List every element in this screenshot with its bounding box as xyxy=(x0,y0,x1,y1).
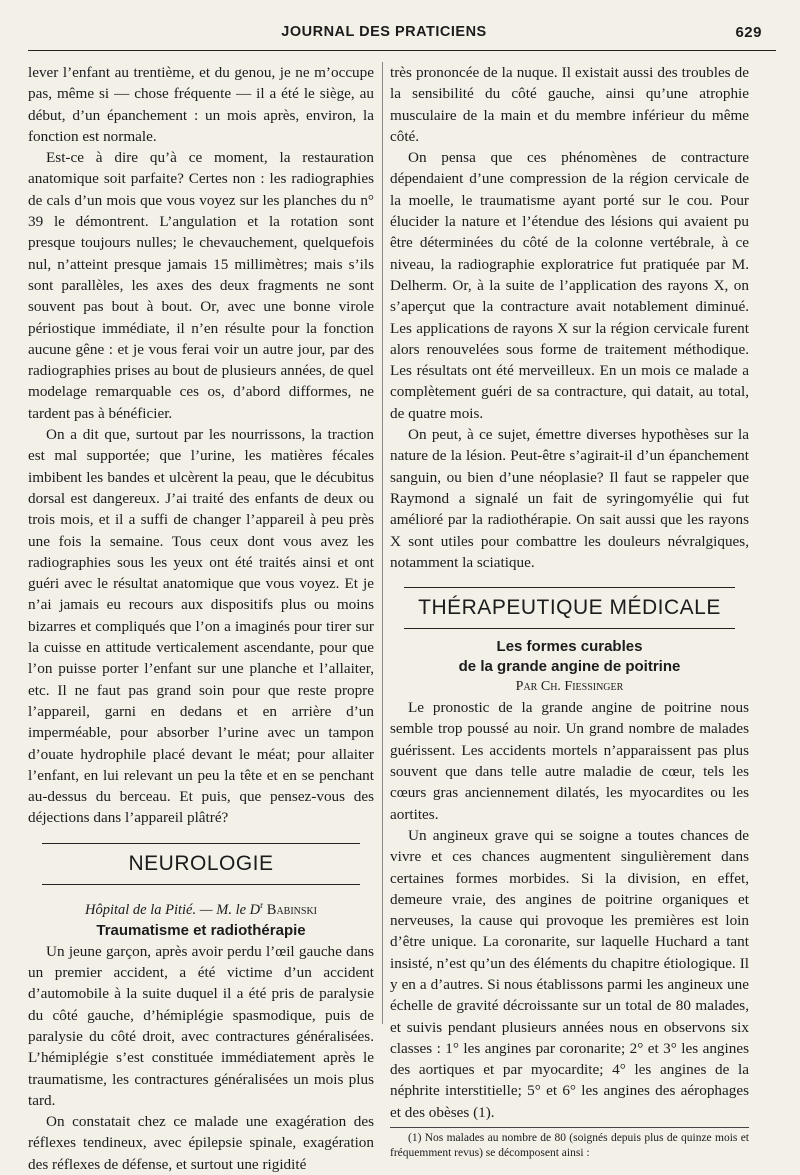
article-title-line-1: Les formes curables xyxy=(496,638,643,656)
section-rule-top xyxy=(42,843,360,844)
section-heading-neurologie xyxy=(28,839,374,887)
paragraph: On a dit que, surtout par les nourrissons, la traction est mal supportée; que l’urine, les matières fécales imbibent les bandes et ulcèrent la peau, que le décubitus dorsal est dangereux. J’ai traité des enfants de deux ou trois mois, et il a suffi de changer l’appareil à peu près une fois la semaine. Tous ceux dont vous avez les radiographies sous les yeux ont été traités ainsi et ont guéri avec le résultat anatomique que vous voyez. Et je n’ai jamais eu recours aux dispositifs plus ou moins bizarres et compliqués que l’on a imaginés pour tirer sur la cuisse en attitude verticalement ascendante, pour que l’on puisse porter l’enfant sur une planche et l’allaiter, etc. Il ne faut pas grand soin pour que reste propre l’appareil, garni en dedans et en arrière d’un imperméable, pour absorber l’urine avec un tampon d’ouate hydrophile placé devant le méat; pour allaiter l’enfant, en lui relevant un peu la tête et en se penchant au-dessus du berceau. Et puis, que pensez-vous des déjections dans l’appareil plâtré? xyxy=(28,426,374,827)
paragraph: Un angineux grave qui se soigne a toutes chances de vivre et ces chances augmentent singulièrement dans certaines formes morbides. Si la division, en effet, demeure vraie, des angines de poitrine organiques et nerveuses, la cause qui provoque les premières est loin d’être unique. La coronarite, sur laquelle Huchard a tant insisté, n’est qu’un des éléments du chapitre étiologique. Il y en a d’autres. Si nous établissons parmi les angineux une échelle de gravité décroissante sur un total de 80 malades, et suivis pendant plusieurs années nous en observons six classes : 1° les angines par coronarite; 2° et 3° les angines des aortiques et par myocardite; 4° les angines de la néphrite interstitielle; 5° et 6° les angines des aérophages et des obèses (1). xyxy=(390,826,749,1121)
paragraph: Est-ce à dire qu’à ce moment, la restauration anatomique soit parfaite? Certes non : les radiographies de cals d’un mois que vous voyez sur les planches du n° 39 le démontrent. L’angulation et la rotation sont presque toujours nulles; le chevauchement, quelquefois nul, n’atteint presque jamais 15 millimètres; mais s’ils sont parallèles, les axes des deux fragments ne sont souvent pas bout à bout. Or, avec une bonne virole périostique immédiate, il n’en résulte pour la fonction aucune gêne : et je vous ferai voir un autre jour, par des radiographies prises au bout de plusieurs années, de quel modelage remarquable ces os, d’abord difformes, ne tardent pas à bénéficier. xyxy=(28,149,374,422)
footnote: (1) Nos malades au nombre de 80 (soignés depuis plus de quinze mois et fréquemment revus) se décomposent ainsi : xyxy=(390,1132,749,1160)
doctor-name: Babinski xyxy=(263,901,318,918)
paragraph: lever l’enfant au trentième, et du genou, je ne m’occupe pas, même si — chose fréquente — il a été le siège, au début, d’un épanchement : un mois après, environ, la fonction est normale. xyxy=(28,64,374,145)
article-title: Traumatisme et radiothérapie xyxy=(96,921,306,939)
hospital-text: Hôpital de la Pitié. — M. le D xyxy=(84,901,261,918)
right-column xyxy=(390,62,749,1161)
article-title-line-2: de la grande angine de poitrine xyxy=(458,658,681,676)
footnote-rule xyxy=(390,1127,749,1128)
paragraph: On pensa que ces phénomènes de contracture dépendaient d’une compression de la région cervicale de la moelle, le traumatisme ayant porté sur le cou. Pour élucider la nature et l’étendue des lésions qui avaient pu être déterminées du côté de la colonne vertébrale, à ce niveau, la radiographie exploratrice fut pratiquée par M. Delherm. Or, à la suite de l’application des rayons X, on s’aperçut que la contracture avait notablement diminué. Les applications de rayons X sur la région cervicale furent alors renouvelées sous forme de traitement méthodique. Les résultats ont été merveilleux. En un mois ce malade a complètement guéri de sa contracture, qui datait, au total, de quatre mois. xyxy=(390,149,749,422)
section-rule-top xyxy=(404,587,734,588)
paragraph: Le pronostic de la grande angine de poitrine nous semble trop poussé au noir. Un grand nombre de malades guérissent. Les accidents mortels n’apparaissent pas plus souvent que dans telle autre maladie de cœur, tels les cœurs gras anciennement dilatés, les myocardites ou les aortites. xyxy=(390,699,749,823)
section-rule-bottom xyxy=(404,628,734,629)
section-title: NEUROLOGIE xyxy=(128,851,274,875)
section-rule-bottom xyxy=(42,884,360,885)
paragraph: On constatait chez ce malade une exagération des réflexes tendineux, avec épilepsie spinale, exagération des réflexes de défense, et surtout une rigidité xyxy=(28,1113,374,1173)
header-rule xyxy=(28,50,776,51)
section-title: THÉRAPEUTIQUE MÉDICALE xyxy=(418,596,721,620)
page-number: 629 xyxy=(735,24,762,41)
running-header xyxy=(28,22,762,46)
column-divider xyxy=(382,62,383,1024)
journal-title: JOURNAL DES PRATICIENS xyxy=(281,24,487,40)
paragraph: très prononcée de la nuque. Il existait aussi des troubles de la sensibilité du côté gauche, ainsi qu’une atrophie musculaire de la main et du membre inférieur du même côté. xyxy=(390,64,749,145)
paragraph: Un jeune garçon, après avoir perdu l’œil gauche dans un premier accident, a été victime d’un accident d’automobile à la suite duquel il a été pris de paralysie du côté gauche, d’hémiplégie spasmodique, puis de paralysie du côté droit, avec contractures généralisées. L’hémiplégie s’est constituée immédiatement après le traumatisme, les contractures généralisées un mois plus tard. xyxy=(28,942,374,1109)
section-heading-therapeutique xyxy=(390,583,749,631)
paragraph: On peut, à ce sujet, émettre diverses hypothèses sur la nature de la lésion. Peut-être s’agirait-il d’un épanchement sanguin, ou bien d’une néoplasie? Il faut se rappeler que Raymond a signalé un fait de syringomyélie qui fut amélioré par la radiothérapie. On sait aussi que les rayons X sont utiles pour combattre les douleurs névralgiques, notamment la sciatique. xyxy=(390,426,749,571)
byline: Par Ch. Fiessinger xyxy=(515,679,624,695)
hospital-sup: r xyxy=(260,899,264,910)
hospital-line xyxy=(28,895,374,921)
left-column xyxy=(28,62,374,1175)
